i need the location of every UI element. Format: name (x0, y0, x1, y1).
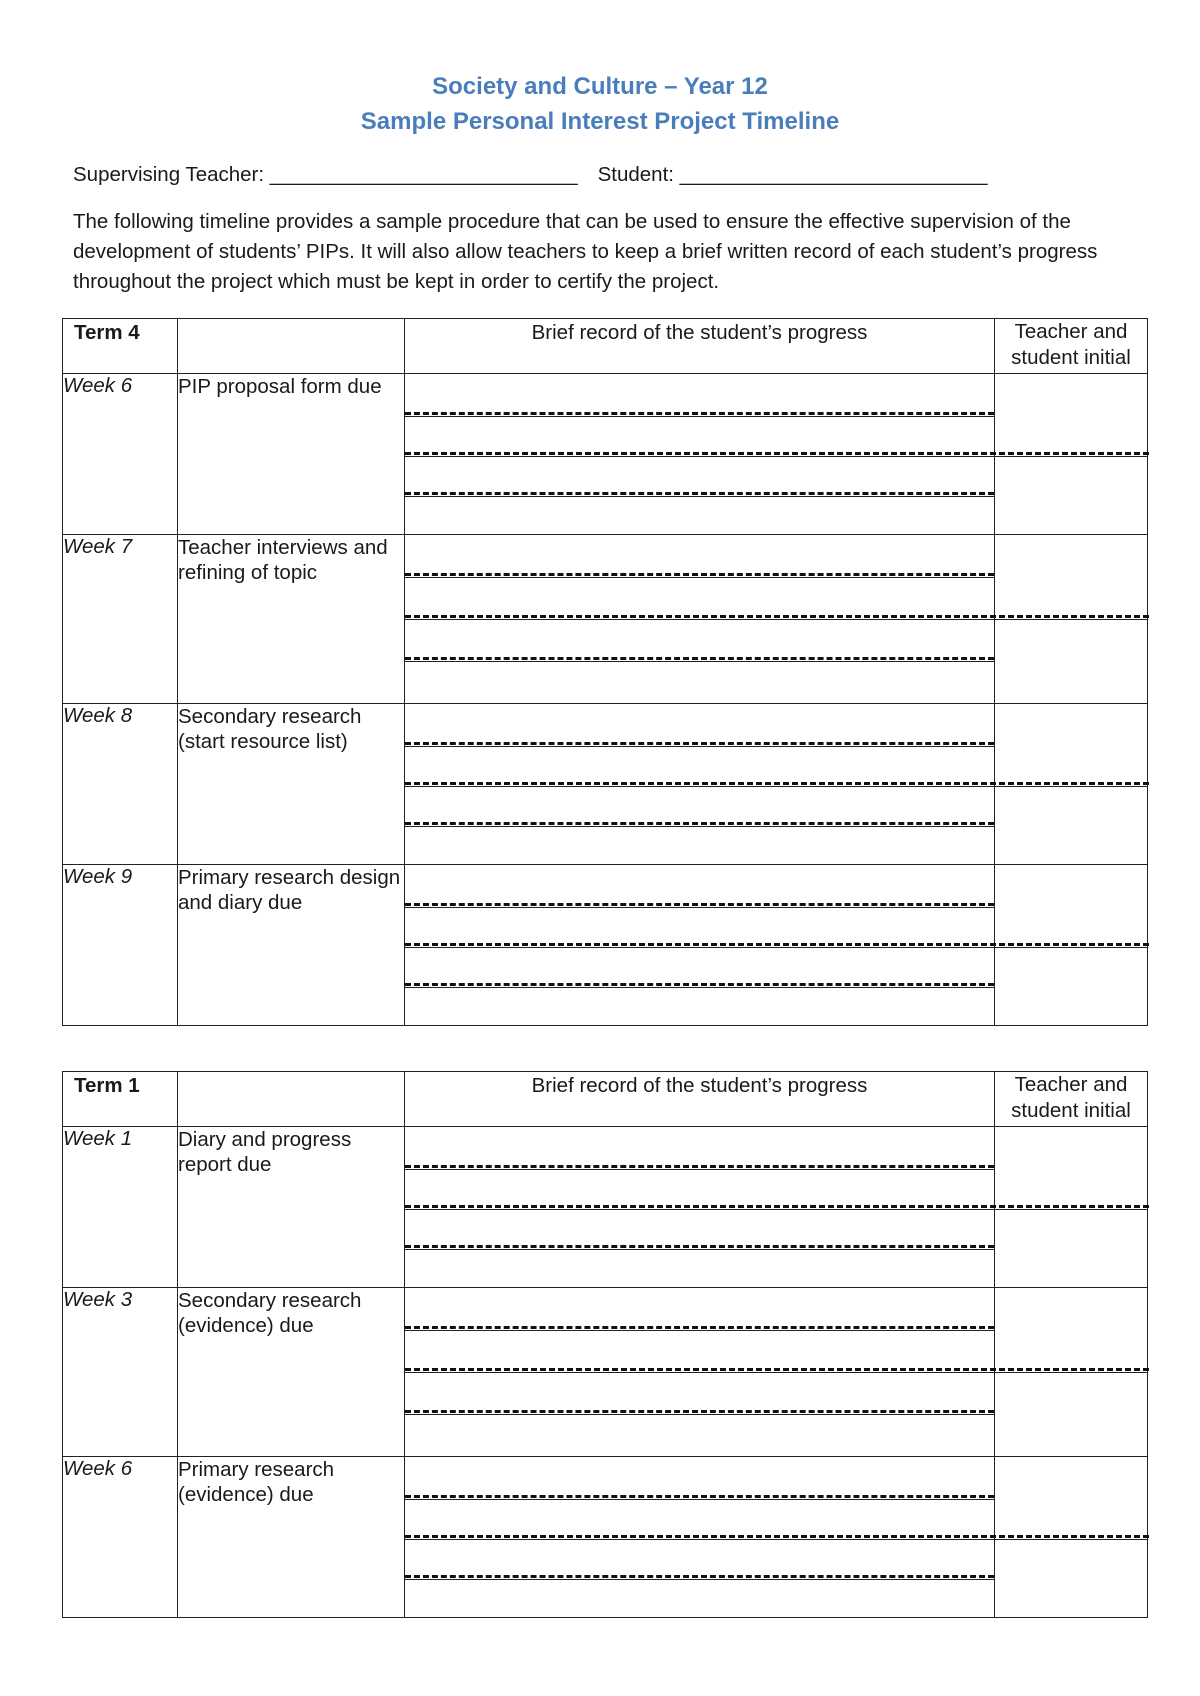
task-description: Teacher interviews and refining of topic (178, 535, 405, 704)
table-row (63, 535, 1148, 704)
task-description: Secondary research (start resource list) (178, 704, 405, 865)
progress-record-cell[interactable] (405, 704, 995, 865)
week-label: Week 7 (63, 535, 178, 704)
brief-record-header: Brief record of the student’s progress (405, 1072, 995, 1127)
week-label: Week 9 (63, 865, 178, 1026)
initial-cell[interactable] (995, 374, 1148, 535)
progress-record-cell[interactable] (405, 535, 995, 704)
timeline-table-term4 (62, 318, 1148, 1026)
table-row (63, 704, 1148, 865)
term-label: Term 4 (63, 319, 178, 374)
task-description: Primary research (evidence) due (178, 1457, 405, 1618)
task-description: Secondary research (evidence) due (178, 1288, 405, 1457)
table-row (63, 865, 1148, 1026)
week-label: Week 6 (63, 374, 178, 535)
week-label: Week 3 (63, 1288, 178, 1457)
progress-record-cell[interactable] (405, 1288, 995, 1457)
initial-cell[interactable] (995, 1288, 1148, 1457)
week-label: Week 8 (63, 704, 178, 865)
document-subtitle: Sample Personal Interest Project Timeline (360, 108, 840, 135)
table-header-row (63, 1072, 1148, 1127)
header-blank-cell (178, 319, 405, 374)
progress-record-cell[interactable] (405, 1457, 995, 1618)
progress-record-cell[interactable] (405, 374, 995, 535)
document-title: Society and Culture – Year 12 (432, 73, 768, 100)
initial-cell[interactable] (995, 1457, 1148, 1618)
table-row (63, 1127, 1148, 1288)
initial-cell[interactable] (995, 535, 1148, 704)
brief-record-header: Brief record of the student’s progress (405, 319, 995, 374)
student-field[interactable]: Student: ___________________________ (597, 163, 988, 186)
task-description: Primary research design and diary due (178, 865, 405, 1026)
task-description: PIP proposal form due (178, 374, 405, 535)
initial-header: Teacher and student initial (995, 319, 1148, 374)
initial-cell[interactable] (995, 1127, 1148, 1288)
table-row (63, 374, 1148, 535)
week-label: Week 6 (63, 1457, 178, 1618)
progress-record-cell[interactable] (405, 865, 995, 1026)
initial-cell[interactable] (995, 865, 1148, 1026)
table-row (63, 1288, 1148, 1457)
signature-line (73, 163, 1153, 187)
timeline-table-term1 (62, 1071, 1148, 1618)
initial-header: Teacher and student initial (995, 1072, 1148, 1127)
task-description: Diary and progress report due (178, 1127, 405, 1288)
initial-cell[interactable] (995, 704, 1148, 865)
progress-record-cell[interactable] (405, 1127, 995, 1288)
supervising-teacher-field[interactable]: Supervising Teacher: ___________________________ (73, 163, 578, 186)
header-blank-cell (178, 1072, 405, 1127)
week-label: Week 1 (63, 1127, 178, 1288)
intro-paragraph: The following timeline provides a sample procedure that can be used to ensure the effective supervision of the development of students’ PIPs. It will also allow teachers to keep a brief written record of each student’s progress throughout the project which must be kept in order to certify the project. (73, 210, 1098, 293)
table-header-row (63, 319, 1148, 374)
term-label: Term 1 (63, 1072, 178, 1127)
table-row (63, 1457, 1148, 1618)
